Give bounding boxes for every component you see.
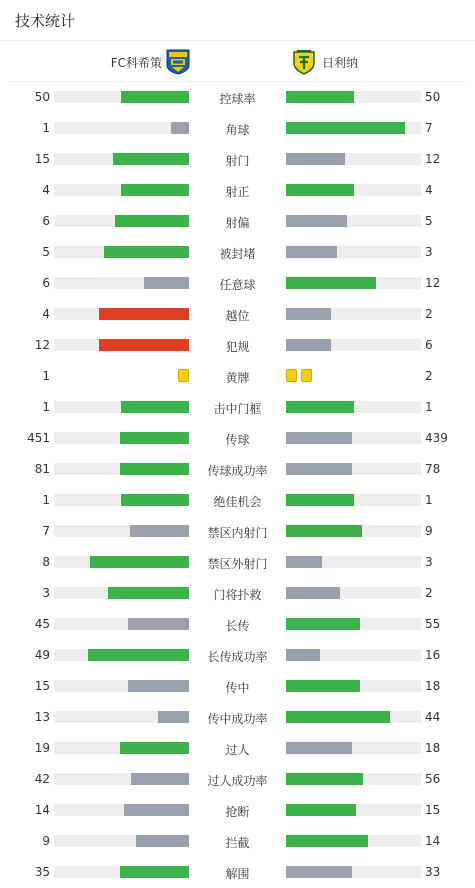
home-bar-track bbox=[54, 618, 189, 630]
away-bar-track bbox=[286, 432, 421, 444]
away-bar-track bbox=[286, 339, 421, 351]
home-bar-track bbox=[54, 215, 189, 227]
home-value: 19 bbox=[34, 741, 50, 755]
stat-row bbox=[0, 454, 475, 485]
home-bar-fill bbox=[120, 463, 189, 475]
stat-row bbox=[0, 361, 475, 392]
away-bar-track bbox=[286, 618, 421, 630]
home-value: 451 bbox=[27, 431, 50, 445]
away-bar-track bbox=[286, 277, 421, 289]
away-bar-track bbox=[286, 525, 421, 537]
stat-row bbox=[0, 671, 475, 702]
away-value: 16 bbox=[425, 648, 441, 662]
home-value: 15 bbox=[34, 152, 50, 166]
stat-row bbox=[0, 640, 475, 671]
home-value: 4 bbox=[42, 183, 50, 197]
home-value: 1 bbox=[42, 369, 50, 383]
stat-row bbox=[0, 82, 475, 113]
away-value: 7 bbox=[425, 121, 433, 135]
stat-label: 越位 bbox=[225, 309, 250, 323]
away-bar-fill bbox=[286, 804, 356, 816]
teams-header bbox=[8, 41, 466, 82]
stat-row bbox=[0, 857, 475, 888]
stat-row bbox=[0, 175, 475, 206]
home-bar-track bbox=[54, 680, 189, 692]
stat-row bbox=[0, 578, 475, 609]
home-value: 45 bbox=[34, 617, 50, 631]
home-value: 5 bbox=[42, 245, 50, 259]
away-bar-fill bbox=[286, 525, 362, 537]
away-bar-track bbox=[286, 91, 421, 103]
stat-row bbox=[0, 268, 475, 299]
away-value: 12 bbox=[425, 276, 441, 290]
away-bar-track bbox=[286, 184, 421, 196]
stat-row bbox=[0, 144, 475, 175]
away-bar-fill bbox=[286, 184, 354, 196]
away-bar-track bbox=[286, 153, 421, 165]
away-bar-track bbox=[286, 401, 421, 413]
home-bar-track bbox=[54, 308, 189, 320]
stat-label: 犯规 bbox=[225, 340, 250, 354]
away-bar-track bbox=[286, 246, 421, 258]
away-bar-fill bbox=[286, 680, 360, 692]
home-bar-fill bbox=[128, 680, 189, 692]
home-value: 1 bbox=[42, 121, 50, 135]
stat-row bbox=[0, 392, 475, 423]
stat-label: 抢断 bbox=[225, 805, 250, 819]
home-bar-fill bbox=[115, 215, 189, 227]
away-bar-fill bbox=[286, 401, 354, 413]
stat-label: 传中 bbox=[225, 681, 250, 695]
stat-row bbox=[0, 485, 475, 516]
home-value: 35 bbox=[34, 865, 50, 879]
stat-label: 控球率 bbox=[219, 92, 256, 106]
away-bar-fill bbox=[286, 215, 347, 227]
away-bar-fill bbox=[286, 91, 354, 103]
away-bar-fill bbox=[286, 246, 337, 258]
away-bar-fill bbox=[286, 122, 405, 134]
away-bar-fill bbox=[286, 773, 363, 785]
away-value: 2 bbox=[425, 586, 433, 600]
stat-label: 击中门框 bbox=[213, 402, 262, 416]
home-bar-track bbox=[54, 463, 189, 475]
zilina-crest-icon bbox=[292, 49, 316, 75]
home-value: 4 bbox=[42, 307, 50, 321]
stat-row bbox=[0, 826, 475, 857]
away-bar-fill bbox=[286, 866, 352, 878]
stats-list bbox=[0, 82, 475, 888]
yellow-card-icon bbox=[178, 369, 189, 382]
home-bar-fill bbox=[158, 711, 189, 723]
away-value: 1 bbox=[425, 493, 433, 507]
stat-label: 被封堵 bbox=[219, 247, 256, 261]
home-bar-fill bbox=[99, 339, 189, 351]
stat-label: 拦截 bbox=[225, 836, 250, 850]
away-value: 18 bbox=[425, 741, 441, 755]
home-bar-fill bbox=[108, 587, 189, 599]
home-bar-track bbox=[54, 122, 189, 134]
stat-label: 任意球 bbox=[219, 278, 256, 292]
away-bar-track bbox=[286, 494, 421, 506]
away-value: 33 bbox=[425, 865, 441, 879]
away-value: 3 bbox=[425, 245, 433, 259]
stat-label: 长传 bbox=[225, 619, 250, 633]
home-bar-fill bbox=[144, 277, 189, 289]
home-value: 9 bbox=[42, 834, 50, 848]
away-bar-track bbox=[286, 122, 421, 134]
away-value: 44 bbox=[425, 710, 441, 724]
away-team[interactable] bbox=[292, 48, 358, 76]
home-bar-fill bbox=[128, 618, 189, 630]
away-bar-fill bbox=[286, 494, 354, 506]
home-bar-fill bbox=[136, 835, 189, 847]
home-value: 8 bbox=[42, 555, 50, 569]
stat-row bbox=[0, 516, 475, 547]
stat-label: 射正 bbox=[225, 185, 250, 199]
home-value: 49 bbox=[34, 648, 50, 662]
stat-label: 射门 bbox=[225, 154, 250, 168]
home-bar-fill bbox=[104, 246, 189, 258]
home-value: 15 bbox=[34, 679, 50, 693]
away-bar-track bbox=[286, 711, 421, 723]
stat-row bbox=[0, 547, 475, 578]
stat-row bbox=[0, 330, 475, 361]
away-bar-fill bbox=[286, 339, 331, 351]
yellow-card-icon bbox=[286, 369, 297, 382]
home-bar-track bbox=[54, 742, 189, 754]
away-bar-fill bbox=[286, 835, 368, 847]
header bbox=[0, 0, 475, 41]
home-bar-fill bbox=[131, 773, 189, 785]
home-bar-track bbox=[54, 339, 189, 351]
stat-row bbox=[0, 609, 475, 640]
home-bar-track bbox=[54, 711, 189, 723]
home-value: 14 bbox=[34, 803, 50, 817]
stat-label: 过人 bbox=[225, 743, 250, 757]
yellow-card-icon bbox=[301, 369, 312, 382]
home-value: 13 bbox=[34, 710, 50, 724]
home-bar-fill bbox=[171, 122, 189, 134]
home-value: 42 bbox=[34, 772, 50, 786]
away-bar-track bbox=[286, 463, 421, 475]
stat-row bbox=[0, 423, 475, 454]
away-value: 78 bbox=[425, 462, 441, 476]
home-bar-fill bbox=[121, 401, 189, 413]
home-bar-fill bbox=[121, 91, 189, 103]
away-bar-track bbox=[286, 556, 421, 568]
stat-label: 黄牌 bbox=[225, 371, 250, 385]
away-bar-track bbox=[286, 835, 421, 847]
away-value: 4 bbox=[425, 183, 433, 197]
home-bar-fill bbox=[88, 649, 189, 661]
stat-label: 禁区内射门 bbox=[207, 526, 268, 540]
home-team[interactable] bbox=[111, 48, 190, 76]
home-bar-fill bbox=[121, 494, 189, 506]
away-bar-fill bbox=[286, 432, 352, 444]
away-value: 15 bbox=[425, 803, 441, 817]
home-value: 50 bbox=[34, 90, 50, 104]
page-title: 技术统计 bbox=[15, 12, 76, 30]
home-value: 7 bbox=[42, 524, 50, 538]
stat-label: 角球 bbox=[225, 123, 250, 137]
away-bar-track bbox=[286, 866, 421, 878]
away-value: 6 bbox=[425, 338, 433, 352]
stat-label: 传中成功率 bbox=[207, 712, 268, 726]
stat-row bbox=[0, 702, 475, 733]
away-value: 56 bbox=[425, 772, 441, 786]
home-bar-track bbox=[54, 184, 189, 196]
home-bar-track bbox=[54, 556, 189, 568]
away-value: 55 bbox=[425, 617, 441, 631]
home-bar-track bbox=[54, 804, 189, 816]
stat-row bbox=[0, 113, 475, 144]
home-bar-fill bbox=[121, 184, 189, 196]
home-yellow-cards bbox=[54, 369, 189, 382]
home-bar-track bbox=[54, 866, 189, 878]
home-bar-track bbox=[54, 91, 189, 103]
away-bar-fill bbox=[286, 463, 352, 475]
stat-label: 解围 bbox=[225, 867, 250, 881]
home-value: 3 bbox=[42, 586, 50, 600]
home-bar-track bbox=[54, 432, 189, 444]
home-bar-fill bbox=[99, 308, 189, 320]
away-bar-track bbox=[286, 680, 421, 692]
away-bar-track bbox=[286, 649, 421, 661]
home-bar-track bbox=[54, 649, 189, 661]
away-value: 12 bbox=[425, 152, 441, 166]
away-value: 18 bbox=[425, 679, 441, 693]
away-team-name: 日利纳 bbox=[322, 55, 359, 70]
away-bar-fill bbox=[286, 153, 345, 165]
home-bar-fill bbox=[120, 866, 189, 878]
stat-row bbox=[0, 733, 475, 764]
stat-row bbox=[0, 764, 475, 795]
stat-row bbox=[0, 206, 475, 237]
away-bar-fill bbox=[286, 587, 340, 599]
home-bar-track bbox=[54, 587, 189, 599]
away-bar-track bbox=[286, 215, 421, 227]
stat-label: 绝佳机会 bbox=[213, 495, 262, 509]
away-value: 14 bbox=[425, 834, 441, 848]
home-bar-track bbox=[54, 153, 189, 165]
away-bar-fill bbox=[286, 742, 352, 754]
home-bar-track bbox=[54, 494, 189, 506]
away-bar-fill bbox=[286, 308, 331, 320]
home-value: 6 bbox=[42, 214, 50, 228]
stat-label: 射偏 bbox=[225, 216, 250, 230]
home-value: 6 bbox=[42, 276, 50, 290]
home-bar-fill bbox=[113, 153, 189, 165]
away-bar-track bbox=[286, 742, 421, 754]
home-bar-track bbox=[54, 773, 189, 785]
stat-row bbox=[0, 299, 475, 330]
home-bar-fill bbox=[120, 742, 189, 754]
stat-label: 门将扑救 bbox=[213, 588, 262, 602]
away-bar-fill bbox=[286, 556, 322, 568]
stat-label: 过人成功率 bbox=[207, 774, 268, 788]
away-value: 5 bbox=[425, 214, 433, 228]
away-bar-fill bbox=[286, 618, 360, 630]
home-value: 1 bbox=[42, 400, 50, 414]
away-bar-track bbox=[286, 804, 421, 816]
home-bar-fill bbox=[130, 525, 189, 537]
home-value: 12 bbox=[34, 338, 50, 352]
away-bar-track bbox=[286, 308, 421, 320]
home-team-name: FC科希策 bbox=[110, 55, 162, 70]
away-value: 439 bbox=[425, 431, 448, 445]
away-value: 9 bbox=[425, 524, 433, 538]
stat-row bbox=[0, 795, 475, 826]
home-bar-fill bbox=[124, 804, 189, 816]
home-bar-track bbox=[54, 401, 189, 413]
away-value: 1 bbox=[425, 400, 433, 414]
away-bar-fill bbox=[286, 711, 390, 723]
stat-label: 传球 bbox=[225, 433, 250, 447]
home-bar-track bbox=[54, 246, 189, 258]
home-bar-track bbox=[54, 835, 189, 847]
home-value: 81 bbox=[34, 462, 50, 476]
away-value: 2 bbox=[425, 307, 433, 321]
home-bar-track bbox=[54, 277, 189, 289]
home-bar-track bbox=[54, 525, 189, 537]
away-value: 50 bbox=[425, 90, 441, 104]
stat-label: 禁区外射门 bbox=[207, 557, 268, 571]
away-bar-track bbox=[286, 773, 421, 785]
away-value: 2 bbox=[425, 369, 433, 383]
away-yellow-cards bbox=[286, 369, 421, 382]
away-bar-fill bbox=[286, 277, 376, 289]
home-bar-fill bbox=[90, 556, 189, 568]
home-bar-fill bbox=[120, 432, 189, 444]
home-value: 1 bbox=[42, 493, 50, 507]
away-bar-track bbox=[286, 587, 421, 599]
stat-label: 长传成功率 bbox=[207, 650, 268, 664]
away-bar-fill bbox=[286, 649, 320, 661]
kosice-crest-icon bbox=[166, 49, 190, 75]
away-value: 3 bbox=[425, 555, 433, 569]
stat-row bbox=[0, 237, 475, 268]
stat-label: 传球成功率 bbox=[207, 464, 268, 478]
